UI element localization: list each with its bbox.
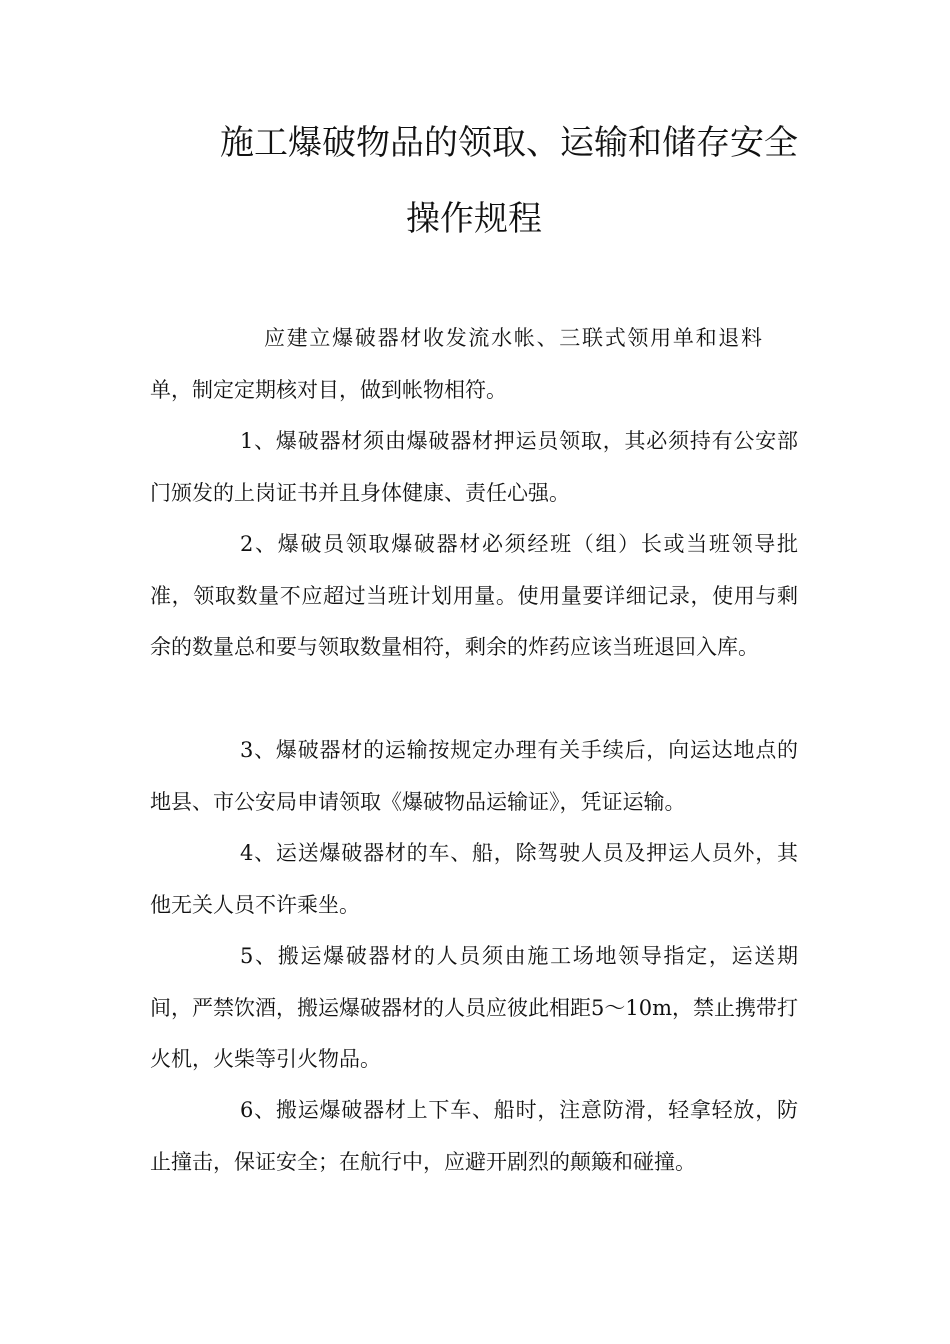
rule-paragraph-1: 1、爆破器材须由爆破器材押运员领取，其必须持有公安部门颁发的上岗证书并且身体健康、责任心强。 [150,429,798,505]
intro-paragraph: 应建立爆破器材收发流水帐、三联式领用单和退料单，制定定期核对目，做到帐物相符。 [150,326,762,402]
rule-paragraph-5: 5、搬运爆破器材的人员须由施工场地领导指定，运送期间，严禁饮酒，搬运爆破器材的人员应彼此相距5～10m，禁止携带打火机，火柴等引火物品。 [150,944,798,1071]
rule-paragraph-3: 3、爆破器材的运输按规定办理有关手续后，向运达地点的地县、市公安局申请领取《爆破物品运输证》，凭证运输。 [150,738,798,814]
rule-paragraph-4: 4、运送爆破器材的车、船，除驾驶人员及押运人员外，其他无关人员不许乘坐。 [150,841,798,917]
document-title-line-2: 操作规程 [406,199,542,239]
rule-paragraph-6: 6、搬运爆破器材上下车、船时，注意防滑，轻拿轻放，防止撞击，保证安全；在航行中，应避开剧烈的颠簸和碰撞。 [150,1098,798,1174]
document-title-line-1: 施工爆破物品的领取、运输和储存安全 [220,123,798,163]
rule-paragraph-2: 2、爆破员领取爆破器材必须经班（组）长或当班领导批准，领取数量不应超过当班计划用量。使用量要详细记录，使用与剩余的数量总和要与领取数量相符，剩余的炸药应该当班退回入库。 [150,532,798,659]
